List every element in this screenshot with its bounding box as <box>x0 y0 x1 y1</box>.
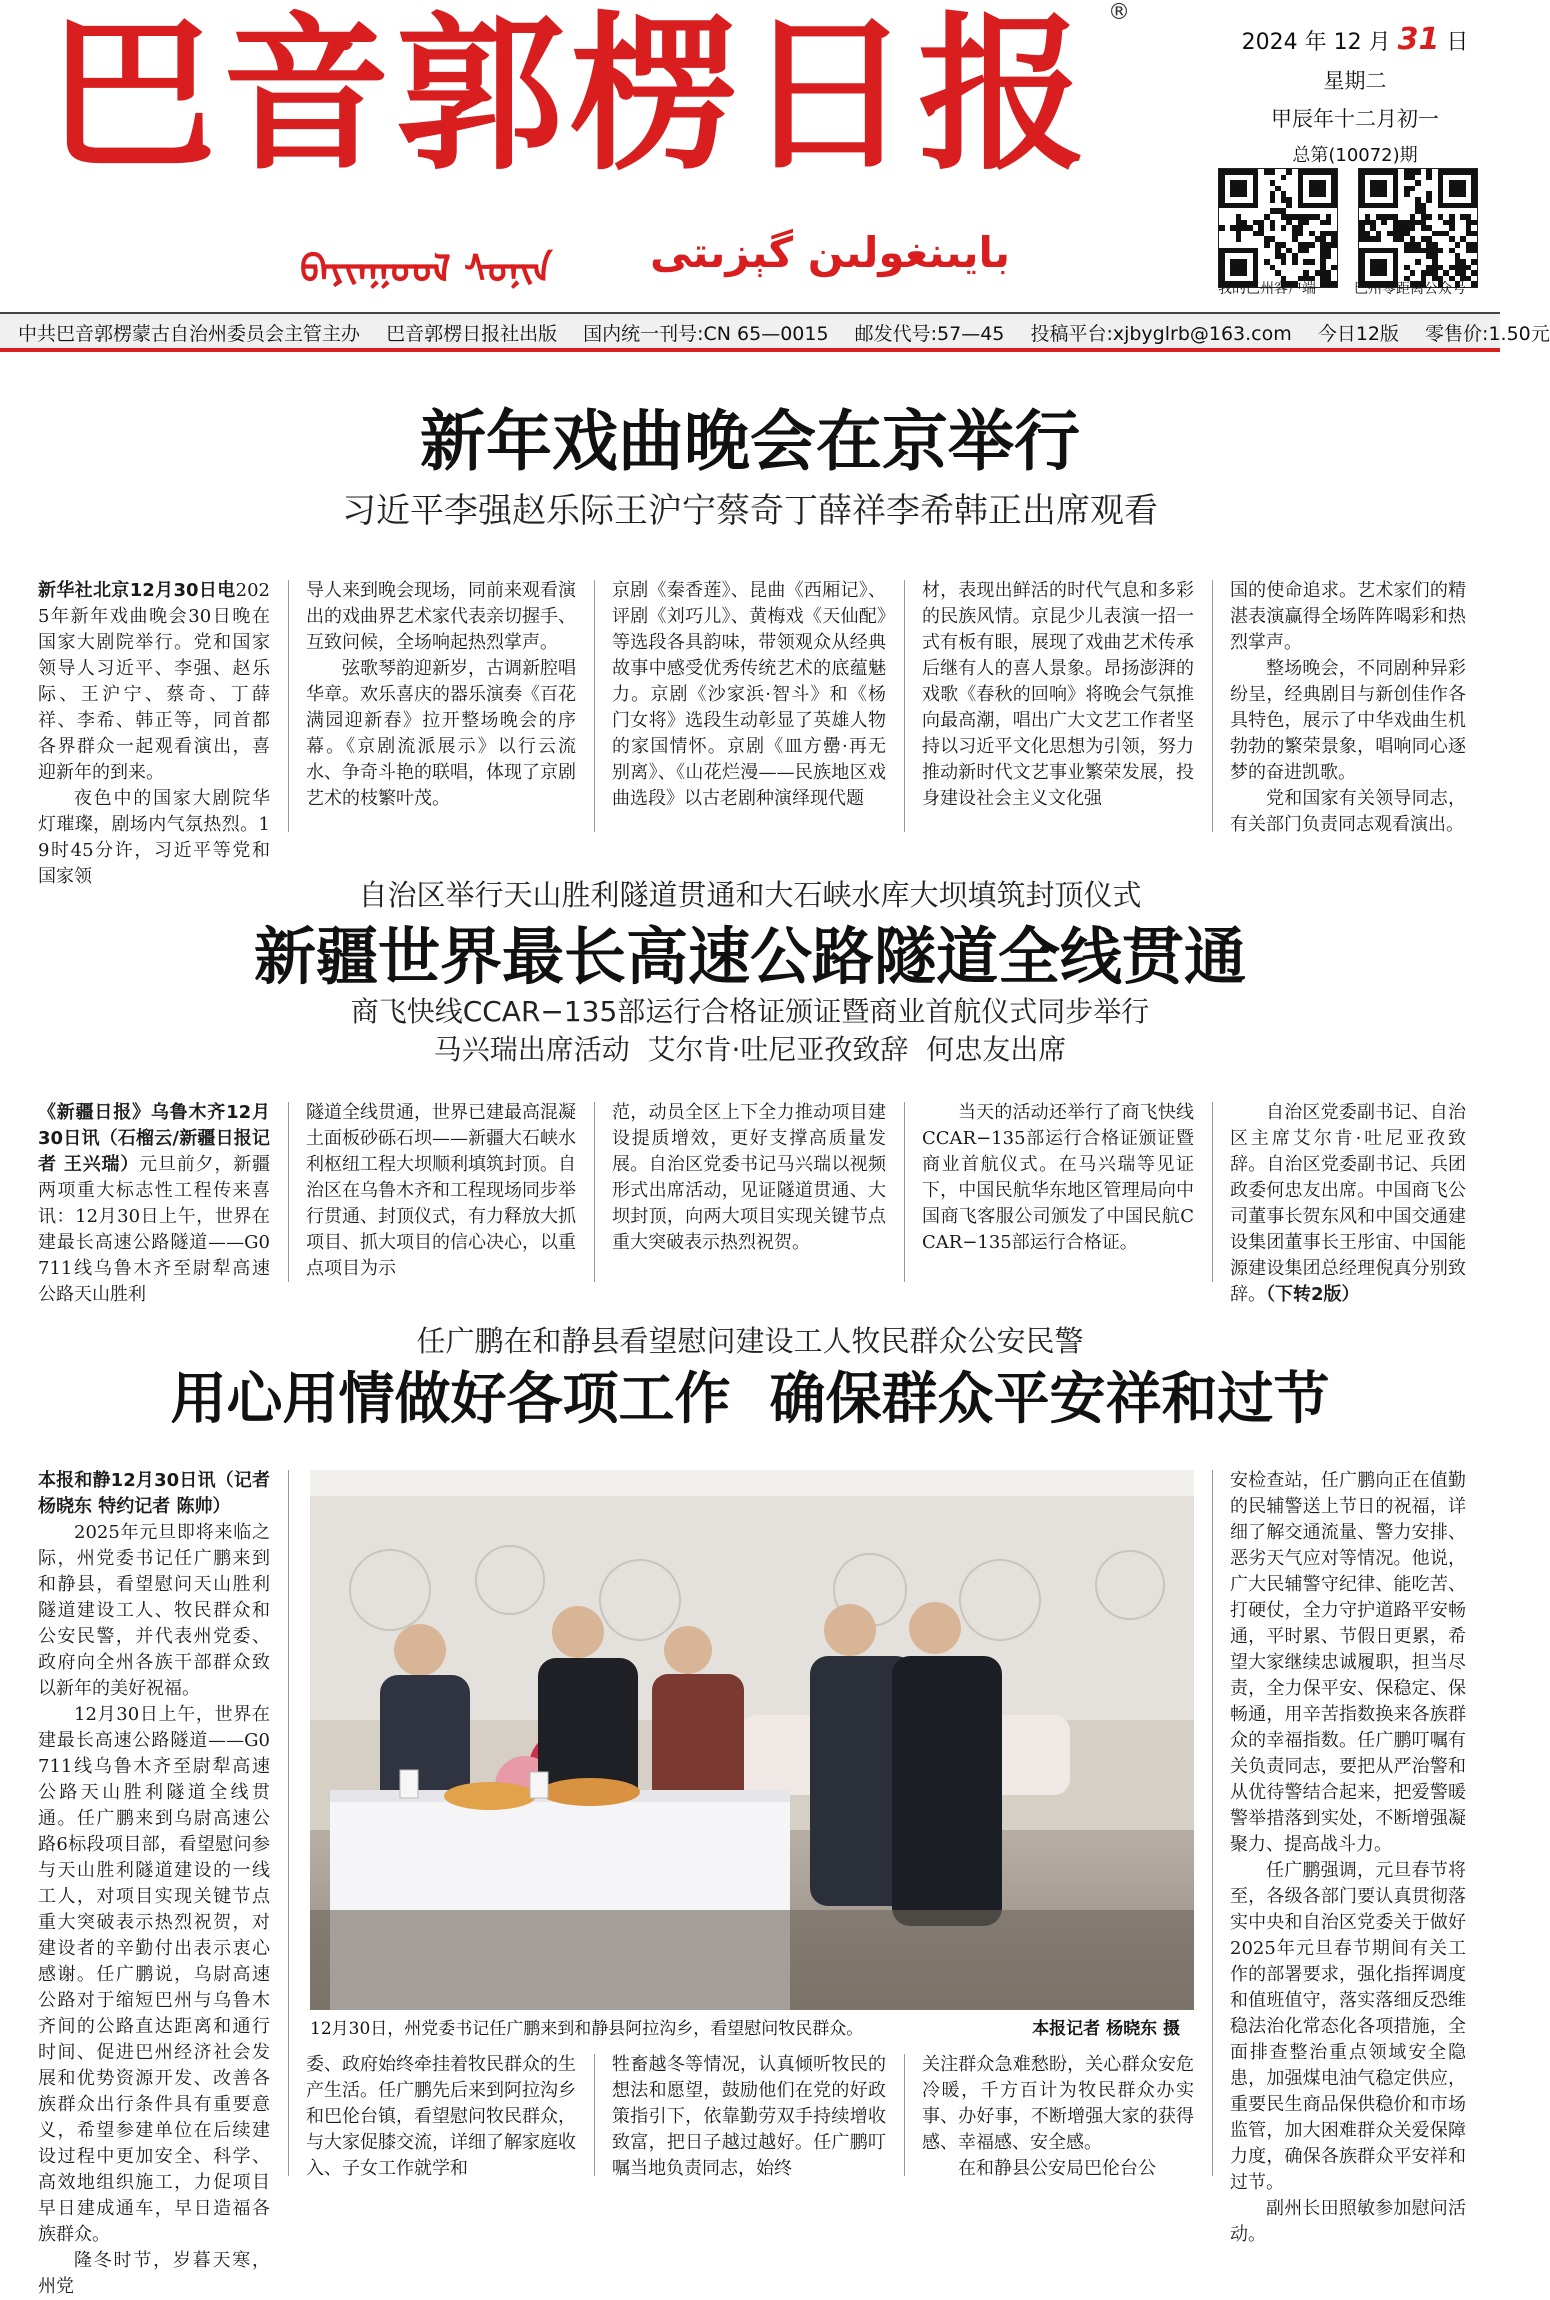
article1-para: 导人来到晚会现场，同前来观看演出的戏曲界艺术家代表亲切握手、互致问候，全场响起热烈掌声。 <box>306 580 576 653</box>
column-divider <box>1212 1102 1213 1282</box>
article2-subhead-2: 马兴瑞出席活动 艾尔肯·吐尼亚孜致辞 何忠友出席 <box>433 1033 1067 1066</box>
article2-para: 范，动员全区上下全力推动项目建设提质增效，更好支撑高质量发展。自治区党委书记马兴瑞以视频形式出席活动，见证隧道贯通、大坝封顶，向两大项目实现关键节点重大突破表示热烈祝贺。 <box>612 1102 886 1253</box>
info-page-count: 今日12版 <box>1317 323 1399 345</box>
photo-credit: 本报记者 杨晓东 摄 <box>1032 2019 1180 2039</box>
article3-para: 牲畜越冬等情况，认真倾听牧民的想法和愿望，鼓励他们在党的好政策指引下，依靠勤劳双手持续增收致富，把日子越过越好。任广鹏叮嘱当地负责同志，始终 <box>612 2054 886 2179</box>
article1-para: 新华社北京12月30日电2025年新年戏曲晚会30日晚在国家大剧院举行。党和国家领导人习近平、李强、赵乐际、王沪宁、蔡奇、丁薛祥、李希、韩正等，同首都各界群众一起观看演出，喜迎新年的到来。 <box>38 580 270 783</box>
qr-code-icon[interactable] <box>1218 168 1338 288</box>
column-divider <box>288 1470 289 2176</box>
article1-headline: 新年戏曲晚会在京举行 <box>420 403 1080 480</box>
info-price: 零售价:1.50元 <box>1425 323 1550 345</box>
info-sponsor: 中共巴音郭楞蒙古自治州委员会主管主办 <box>18 323 361 345</box>
article1-column-1 <box>38 578 270 887</box>
weekday: 星期二 <box>1323 69 1387 93</box>
photo-caption <box>310 2014 1194 2044</box>
article2-column-1 <box>38 1100 270 1305</box>
qr-label-app: 我的巴州客户端 <box>1218 281 1316 297</box>
info-publisher: 巴音郭楞日报社出版 <box>386 323 558 345</box>
article3-bottom-column-2 <box>612 2052 886 2182</box>
article2-subhead-1: 商飞快线CCAR−135部运行合格证颁证暨商业首航仪式同步举行 <box>350 995 1150 1028</box>
article1-column-3 <box>612 578 886 838</box>
article1-column-5 <box>1230 578 1466 838</box>
article3-para: 2025年元旦即将来临之际，州党委书记任广鹏来到和静县，看望慰问天山胜利隧道建设工人、牧民群众和公安民警，并代表州党委、政府向全州各族干部群众致以新年的美好祝福。 <box>38 1522 270 1699</box>
article1-para: 京剧《秦香莲》、昆曲《西厢记》、评剧《刘巧儿》、黄梅戏《天仙配》等选段各具韵味，带领观众从经典故事中感受优秀传统艺术的底蕴魅力。京剧《沙家浜·智斗》和《杨门女将》选段生动彰显了英雄人物的家国情怀。京剧《皿方罍·再无别离》、《山花烂漫——民族地区戏曲选段》以古老剧种演绎现代题 <box>612 580 886 809</box>
masthead-title: 巴音郭楞日报 <box>48 0 1092 193</box>
article1-column-4 <box>922 578 1194 838</box>
article3-dateline-para <box>38 1468 270 1520</box>
info-postal-code: 邮发代号:57—45 <box>854 323 1005 345</box>
news-photo <box>310 1470 1194 2010</box>
column-divider <box>288 580 289 832</box>
article2-para: 隧道全线贯通，世界已建最高混凝土面板砂砾石坝——新疆大石峡水利枢纽工程大坝顺利填筑封顶。自治区在乌鲁木齐和工程现场同步举行贯通、封顶仪式，有力释放大抓项目、抓大项目的信心决心，以重点项目为示 <box>306 1102 576 1279</box>
article3-column-right <box>1230 1468 1466 2245</box>
article3-kicker: 任广鹏在和静县看望慰问建设工人牧民群众公安民警 <box>416 1324 1084 1358</box>
article2-column-4 <box>922 1100 1194 1286</box>
date-suffix: 日 <box>1446 30 1469 55</box>
publication-date <box>1240 22 1470 57</box>
article2-column-5 <box>1230 1100 1466 1305</box>
article3-para: 关注群众急难愁盼，关心群众安危冷暖，千方百计为牧民群众办实事、办好事，不断增强大家的获得感、幸福感、安全感。 <box>922 2054 1194 2153</box>
photo-illustration <box>310 1470 1194 2010</box>
article3-bottom-column-1 <box>306 2052 576 2182</box>
article2-para: 自治区党委副书记、自治区主席艾尔肯·吐尼亚孜致辞。自治区党委副书记、兵团政委何忠友出席。中国商飞公司董事长贺东风和中国交通建设集团董事长王彤宙、中国能源建设集团总经理倪真分别致辞。（下转2版） <box>1230 1102 1466 1305</box>
column-divider <box>594 2054 595 2176</box>
article1-para: 国的使命追求。艺术家们的精湛表演赢得全场阵阵喝彩和热烈掌声。 <box>1230 580 1466 653</box>
column-divider <box>904 580 905 832</box>
column-divider <box>594 580 595 832</box>
qr-code-icon[interactable] <box>1358 168 1478 288</box>
registered-mark: ® <box>1108 0 1130 25</box>
article1-para: 弦歌琴韵迎新岁，古调新腔唱华章。欢乐喜庆的器乐演奏《百花满园迎新春》拉开整场晚会的序幕。《京剧流派展示》以行云流水、争奇斗艳的联唱，体现了京剧艺术的枝繁叶茂。 <box>306 658 576 809</box>
article1-column-2 <box>306 578 576 838</box>
article2-para: 《新疆日报》乌鲁木齐12月30日讯（石榴云/新疆日报记者 王兴瑞）元旦前夕，新疆两项重大标志性工程传来喜讯：12月30日上午，世界在建最长高速公路隧道——G0711线乌鲁木齐至尉犁高速公路天山胜利 <box>38 1102 270 1305</box>
mongolian-script-title: ᠪᠠᠶᠢᠨᠭᠣᠣᠯ ᠰᠣᠨᠢᠨ <box>300 247 553 291</box>
article1-subhead: 习近平李强赵乐际王沪宁蔡奇丁薛祥李希韩正出席观看 <box>342 491 1158 531</box>
article3-para: 隆冬时节，岁暮天寒，州党 <box>38 2250 270 2297</box>
caption-text: 12月30日，州党委书记任广鹏来到和静县阿拉沟乡，看望慰问牧民群众。 <box>310 2019 864 2039</box>
article2-headline: 新疆世界最长高速公路隧道全线贯通 <box>253 920 1246 993</box>
column-divider <box>288 1102 289 1282</box>
date-prefix: 2024 年 12 月 <box>1241 30 1391 55</box>
article1-para: 夜色中的国家大剧院华灯璀璨，剧场内气氛热烈。19时45分许，习近平等党和国家领 <box>38 788 270 887</box>
column-divider <box>904 1102 905 1282</box>
column-divider <box>594 1102 595 1282</box>
article2-column-2 <box>306 1100 576 1286</box>
date-box <box>1240 22 1470 167</box>
article3-para: 委、政府始终牵挂着牧民群众的生产生活。任广鹏先后来到阿拉沟乡和巴伦台镇，看望慰问牧民群众，与大家促膝交流，详细了解家庭收入、子女工作就学和 <box>306 2054 576 2179</box>
article2-jump-line[interactable]: （下转2版） <box>1266 1284 1360 1305</box>
article3-para: 任广鹏强调，元旦春节将至，各级各部门要认真贯彻落实中央和自治区党委关于做好2025年元旦春节期间有关工作的部署要求，强化指挥调度和值班值守，落实落细反恐维稳法治化常态化各项措施，全面排查整治重点领域安全隐患，加强煤电油气稳定供应，重要民生商品保供稳价和市场监管，加大困难群众关爱保障力度，确保各族群众平安祥和过节。 <box>1230 1860 1466 2193</box>
column-divider <box>904 2054 905 2176</box>
article3-column-left <box>38 1468 270 2297</box>
article1-dateline: 新华社北京12月30日电 <box>38 580 236 601</box>
article3-bottom-column-3 <box>922 2052 1194 2182</box>
article3-para: 副州长田照敏参加慰问活动。 <box>1230 2198 1466 2245</box>
article1-para: 材，表现出鲜活的时代气息和多彩的民族风情。京昆少儿表演一招一式有板有眼，展现了戏曲艺术传承后继有人的喜人景象。昂扬澎湃的戏歌《春秋的回响》将晚会气氛推向最高潮，唱出广大文艺工作者坚持以习近平文化思想为引领，努力推动新时代文艺事业繁荣发展，投身建设社会主义文化强 <box>922 580 1194 809</box>
article2-para: 当天的活动还举行了商飞快线CCAR−135部运行合格证颁证暨商业首航仪式。在马兴瑞等见证下，中国民航华东地区管理局向中国商飞客服公司颁发了中国民航CCAR−135部运行合格证。 <box>922 1102 1194 1253</box>
article2-column-3 <box>612 1100 886 1286</box>
date-day: 31 <box>1397 22 1440 57</box>
info-submission-email[interactable]: 投稿平台:xjbyglrb@163.com <box>1030 323 1292 345</box>
info-issn: 国内统一刊号:CN 65—0015 <box>583 323 829 345</box>
article3-dateline: 本报和静12月30日讯 <box>38 1470 216 1491</box>
lunar-date: 甲辰年十二月初一 <box>1271 107 1439 131</box>
article3-byline: （记者 杨晓东 特约记者 陈帅） <box>38 1470 270 1517</box>
article3-headline: 用心用情做好各项工作 确保群众平安祥和过节 <box>170 1367 1330 1432</box>
article2-kicker: 自治区举行天山胜利隧道贯通和大石峡水库大坝填筑封顶仪式 <box>358 878 1142 912</box>
publisher-info-bar <box>0 312 1550 352</box>
column-divider <box>1212 1470 1213 2176</box>
article1-para: 党和国家有关领导同志，有关部门负责同志观看演出。 <box>1230 788 1466 835</box>
article1-para: 整场晚会，不同剧种异彩纷呈，经典剧目与新创佳作各具特色，展示了中华戏曲生机勃勃的繁荣景象，唱响同心逐梦的奋进凯歌。 <box>1230 658 1466 783</box>
article3-para: 安检查站，任广鹏向正在值勤的民辅警送上节日的祝福，详细了解交通流量、警力安排、恶劣天气应对等情况。他说，广大民辅警守纪律、能吃苦、打硬仗，全力守护道路平安畅通，平时累、节假日更累，希望大家继续忠诚履职，担当尽责，全力保平安、保稳定、保畅通，用辛苦指数换来各族群众的幸福指数。任广鹏叮嘱有关负责同志，要把从严治警和从优待警结合起来，把爱警暖警举措落到实处，不断增强凝聚力、提高战斗力。 <box>1230 1470 1466 1855</box>
article2-dateline: 《新疆日报》乌鲁木齐12月30日讯（石榴云/新疆日报记者 王兴瑞） <box>38 1102 270 1175</box>
issue-number: 总第(10072)期 <box>1292 145 1418 166</box>
uyghur-title: بايىنغولىن گېزىتى <box>650 228 1011 277</box>
article3-para: 12月30日上午，世界在建最长高速公路隧道——G0711线乌鲁木齐至尉犁高速公路天山胜利隧道全线贯通。任广鹏来到乌尉高速公路6标段项目部，看望慰问参与天山胜利隧道建设的一线工人，对项目实现关键节点重大突破表示热烈祝贺，对建设者的辛勤付出表示衷心感谢。任广鹏说，乌尉高速公路对于缩短巴州与乌鲁木齐间的公路直达距离和通行时间、促进巴州经济社会发展和优势资源开发、改善各族群众出行条件具有重要意义，希望参建单位在后续建设过程中更加安全、科学、高效地组织施工，力促项目早日建成通车，早日造福各族群众。 <box>38 1704 270 2245</box>
article3-para: 在和静县公安局巴伦台公 <box>958 2158 1156 2179</box>
column-divider <box>1212 580 1213 832</box>
qr-label-wechat: 巴州零距离公众号 <box>1354 281 1466 297</box>
